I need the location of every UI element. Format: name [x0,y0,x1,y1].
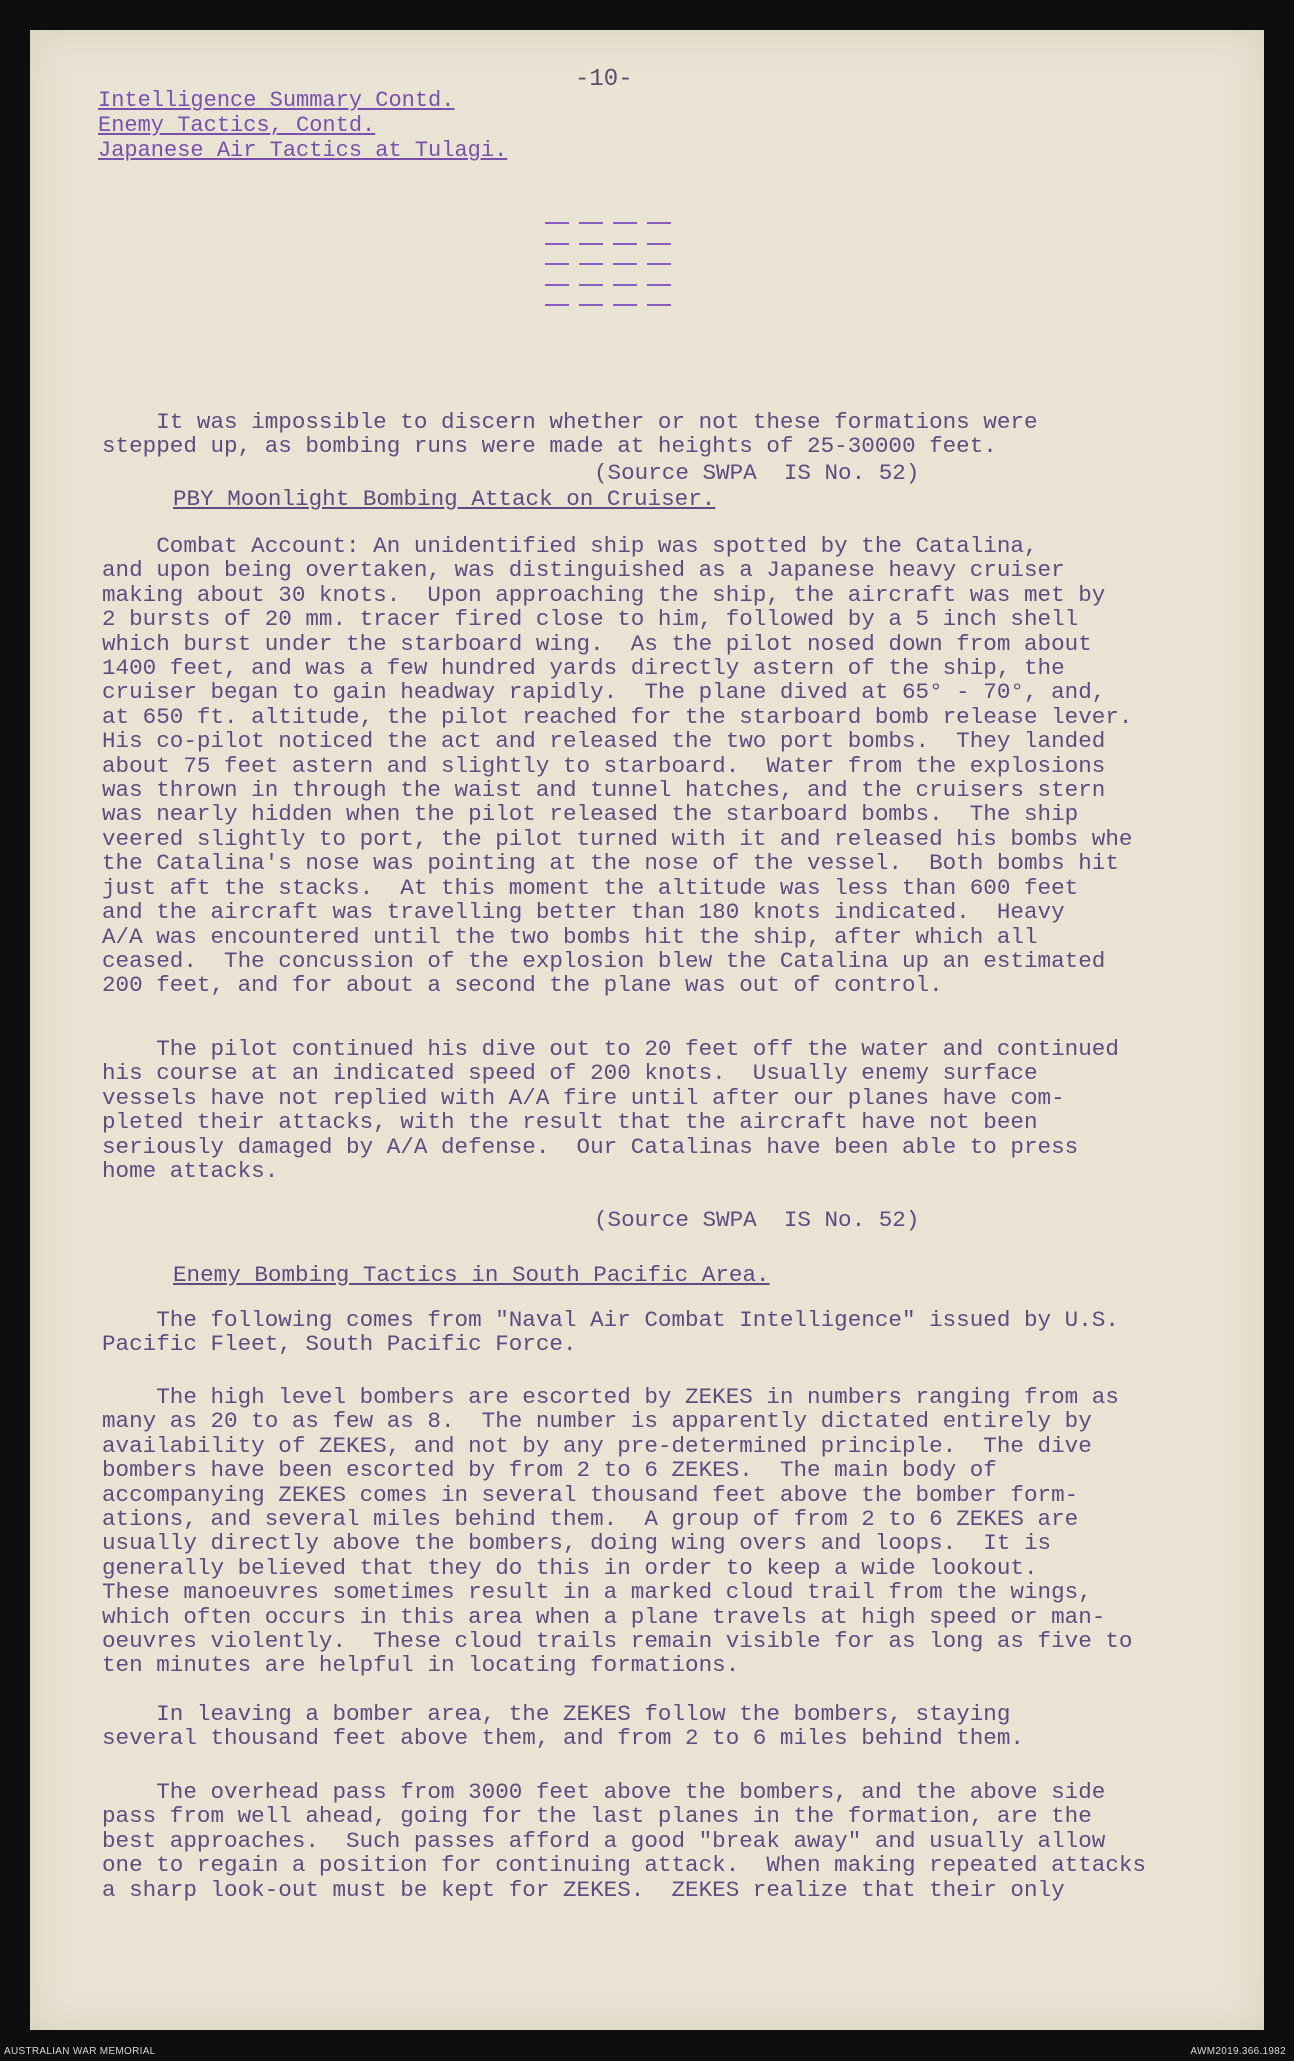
paragraph-escort: The high level bombers are escorted by ZEKES in numbers ranging from as many as 20 to as few as 8. The number is apparently dictated entirely by availability of ZEKES, and not by any pre-determined principle. The dive bombers have been escorted by from 2 to 6 ZEKES. The main body of accompanying ZEKES comes in several thousand feet above the bomber form- ations, and several miles behind them. A group of from 2 to 6 ZEKES are usually directly above the bombers, doing wing overs and loops. It is generally believed that they do this in order to keep a wide lookout. These manoeuvres sometimes result in a marked cloud trail from the wings, which often occurs in this area when a plane travels at high speed or man- oeuvres violently. These cloud trails remain visible for as long as five to ten minutes are helpful in locating formations. [102,1384,1133,1679]
source-citation-2: (Source SWPA IS No. 52) [594,1207,920,1233]
separator-dashes [545,222,680,325]
header-line-2: Enemy Tactics, Contd. [98,113,376,138]
paragraph-combat-account: Combat Account: An unidentified ship was spotted by the Catalina, and upon being overtaken, was distinguished as a Japanese heavy cruiser making about 30 knots. Upon approaching the ship, the aircraft was met by 2 bursts of 20 mm. tracer fired close to him, followed by a 5 inch shell which burst under the starboard wing. As the pilot nosed down from about 1400 feet, and was a few hundred yards directly astern of the ship, the cruiser began to gain headway rapidly. The plane dived at 65° - 70°, and, at 650 ft. altitude, the pilot reached for the starboard bomb release lever. His co-pilot noticed the act and released the two port bombs. They landed about 75 feet astern and slightly to starboard. Water from the explosions was thrown in through the waist and tunnel hatches, and the cruisers stern was nearly hidden when the pilot released the starboard bombs. The ship veered slightly to port, the pilot turned with it and released his bombs whe the Catalina's nose was pointing at the nose of the vessel. Both bombs hit just aft the stacks. At this moment the altitude was less than 600 feet and the aircraft was travelling better than 180 knots indicated. Heavy A/A was encountered until the two bombs hit the ship, after which all ceased. The concussion of the explosion blew the Catalina up an estimated 200 feet, and for about a second the plane was out of control. [102,533,1133,999]
header-line-1: Intelligence Summary Contd. [98,88,455,113]
document-page [30,30,1264,2030]
paragraph-leaving: In leaving a bomber area, the ZEKES follow the bombers, staying several thousand feet above them, and from 2 to 6 miles behind them. [102,1701,1024,1752]
document-header [98,88,507,163]
source-citation-1: (Source SWPA IS No. 52) [594,460,920,486]
paragraph-naval-intel: The following comes from "Naval Air Combat Intelligence" issued by U.S. Pacific Fleet, South Pacific Force. [102,1307,1119,1358]
footer-accession-number: AWM2019.366.1982 [1190,2046,1286,2057]
paragraph-pilot-continued: The pilot continued his dive out to 20 feet off the water and continued his course at an indicated speed of 200 knots. Usually enemy surface vessels have not replied with A/A fire until after our planes have com- pleted their attacks, with the result that the aircraft have not been seriously damaged by A/A defense. Our Catalinas have been able to press home attacks. [102,1036,1119,1185]
section-heading-pby: PBY Moonlight Bombing Attack on Cruiser. [173,486,716,512]
paragraph-formations: It was impossible to discern whether or not these formations were stepped up, as bombing runs were made at heights of 25-30000 feet. [102,409,1038,460]
header-line-3: Japanese Air Tactics at Tulagi. [98,138,508,163]
page-number: -10- [575,66,633,93]
paragraph-overhead-pass: The overhead pass from 3000 feet above the bombers, and the above side pass from well ahead, going for the last planes in the formation, are the best approaches. Such passes afford a good "break away" and usually allow one to regain a position for continuing attack. When making repeated attacks a sharp look-out must be kept for ZEKES. ZEKES realize that their only [102,1779,1147,1903]
footer-credit: AUSTRALIAN WAR MEMORIAL [4,2046,156,2057]
section-heading-south-pacific: Enemy Bombing Tactics in South Pacific Area. [173,1262,770,1288]
